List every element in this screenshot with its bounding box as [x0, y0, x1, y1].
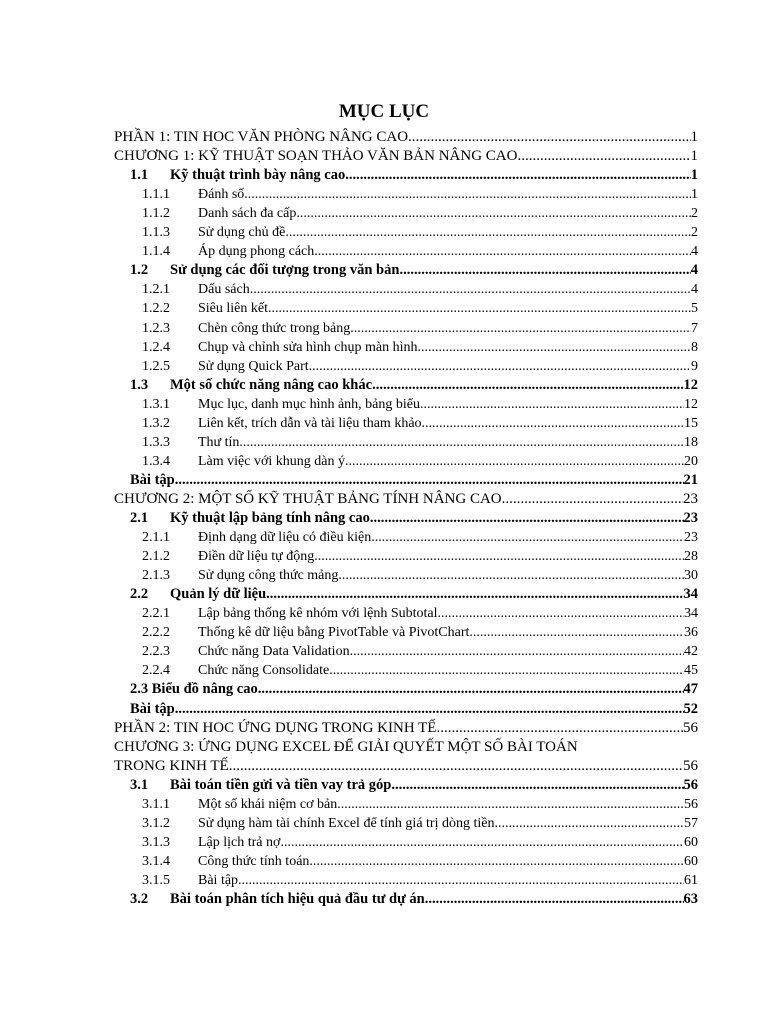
toc-entry-title: Chức năng Consolidate — [198, 663, 330, 679]
toc-entry[interactable] — [114, 814, 698, 833]
toc-leader-dots — [371, 528, 684, 547]
toc-page-number: 9 — [691, 358, 698, 374]
toc-entry-number: 1.2.2 — [142, 301, 170, 317]
toc-leader-dots — [399, 261, 690, 280]
toc-entry-title: Thống kê dữ liệu bằng PivotTable và PivotChart — [198, 625, 470, 641]
toc-entry[interactable] — [114, 642, 698, 661]
toc-entry-title: Đánh số — [198, 187, 245, 203]
toc-entry[interactable] — [114, 890, 698, 909]
toc-entry-number: 2.1.2 — [142, 549, 170, 565]
toc-page-number: 1 — [690, 167, 698, 184]
toc-page-number: 5 — [691, 301, 698, 317]
toc-entry-number: 2.2 — [130, 586, 149, 603]
toc-entry-number: 1.2.1 — [142, 282, 170, 298]
toc-entry-title: Lập bảng thống kê nhóm với lệnh Subtotal — [198, 606, 438, 622]
toc-entry-number: 3.2 — [130, 891, 149, 907]
toc-entry[interactable] — [114, 357, 698, 376]
toc-entry[interactable] — [114, 338, 698, 357]
toc-entry[interactable] — [114, 319, 698, 338]
toc-page-number: 1 — [691, 187, 698, 203]
toc-page-number: 7 — [691, 320, 698, 336]
toc-leader-dots — [285, 223, 691, 242]
toc-entry[interactable] — [114, 833, 698, 852]
toc-leader-dots — [250, 280, 691, 299]
toc-page-number: 47 — [683, 681, 698, 698]
toc-entry[interactable] — [114, 299, 698, 318]
toc-entry-number: 3.1.2 — [142, 815, 170, 831]
toc-entry-title: CHƯƠNG 2: MỘT SỐ KỸ THUẬT BẢNG TÍNH NÂNG CAO — [114, 490, 502, 507]
toc-entry-title: PHẦN 1: TIN HOC VĂN PHÒNG NÂNG CAO — [114, 129, 409, 145]
toc-entry-number: 1.1 — [130, 167, 149, 184]
toc-leader-dots — [436, 719, 683, 738]
toc-entry-number: 1.3.1 — [142, 396, 170, 412]
toc-page-number: 4 — [691, 244, 698, 260]
toc-leader-dots — [175, 471, 684, 490]
toc-entry-title: Làm việc với khung dàn ý — [198, 453, 345, 469]
toc-page-number: 18 — [684, 434, 698, 450]
toc-page-number: 60 — [684, 853, 698, 869]
toc-entry-title: Định dạng dữ liệu có điều kiện — [198, 530, 372, 546]
toc-entry-title: Dấu sách — [198, 282, 250, 298]
toc-entry-title: Mục lục, danh mục hình ảnh, bảng biểu — [198, 396, 421, 412]
toc-page-number: 30 — [684, 568, 698, 584]
toc-entry-number: 2.1.1 — [142, 530, 170, 546]
toc-page-number: 4 — [691, 282, 698, 298]
toc-entry-title: 2.3 Biểu đồ nâng cao — [130, 681, 258, 698]
toc-page-number: 36 — [684, 625, 698, 641]
toc-entry-number: 3.1.3 — [142, 834, 170, 850]
toc-entry[interactable] — [114, 738, 698, 776]
toc-entry-number: 1.2 — [130, 262, 149, 279]
toc-entry[interactable] — [114, 242, 698, 261]
toc-entry-title: Danh sách đa cấp — [198, 206, 297, 222]
toc-leader-dots — [258, 680, 684, 699]
toc-entry-number: 2.2.1 — [142, 606, 170, 622]
toc-entry[interactable] — [114, 680, 698, 699]
toc-leader-dots — [309, 357, 691, 376]
toc-entry-title: Kỹ thuật trình bày nâng cao — [170, 167, 346, 184]
toc-entry-title: Chụp và chỉnh sửa hình chụp màn hình — [198, 339, 418, 355]
toc-entry-title: Sử dụng Quick Part — [198, 358, 309, 374]
toc-leader-dots — [502, 490, 683, 509]
toc-entry-number: 1.3 — [130, 376, 149, 393]
toc-entry[interactable] — [114, 185, 698, 204]
toc-leader-dots — [372, 376, 683, 395]
toc-leader-dots — [469, 623, 684, 642]
toc-leader-dots — [425, 890, 684, 909]
toc-entry[interactable] — [114, 509, 698, 528]
toc-entry-number: 1.1.1 — [142, 187, 170, 203]
toc-leader-dots — [420, 395, 684, 414]
toc-page-number: 56 — [683, 757, 698, 774]
toc-page-number: 61 — [684, 872, 698, 888]
toc-entry-number: 1.1.2 — [142, 206, 170, 222]
toc-entry[interactable] — [114, 719, 698, 738]
toc-entry-number: 3.1.4 — [142, 853, 170, 869]
toc-leader-dots — [408, 128, 690, 147]
toc-page-number: 1 — [690, 129, 698, 145]
toc-title: MỤC LỤC — [338, 101, 430, 122]
toc-entry-number: 1.2.4 — [142, 339, 170, 355]
toc-page-number: 12 — [683, 376, 698, 393]
toc-page-number: 15 — [684, 415, 698, 431]
toc-leader-dots — [329, 661, 684, 680]
toc-entry-number: 2.2.4 — [142, 663, 170, 679]
toc-page-number: 23 — [684, 530, 698, 546]
toc-entry[interactable] — [114, 395, 698, 414]
toc-leader-dots — [337, 795, 684, 814]
toc-entry-title: Bài tập — [130, 700, 175, 717]
toc-entry-number: 1.3.3 — [142, 434, 170, 450]
toc-page-number: 63 — [683, 891, 698, 907]
toc-entry-title: Bài toán phân tích hiệu quả đầu tư dự án — [170, 891, 425, 907]
toc-leader-dots — [229, 757, 683, 776]
toc-entry-title: CHƯƠNG 1: KỸ THUẬT SOẠN THẢO VĂN BẢN NÂNG CAO — [114, 148, 518, 165]
toc-entry[interactable] — [114, 471, 698, 490]
toc-entry[interactable] — [114, 280, 698, 299]
toc-entry[interactable] — [114, 204, 698, 223]
toc-page-number: 34 — [683, 586, 698, 603]
toc-leader-dots — [239, 433, 684, 452]
toc-page-number: 60 — [684, 834, 698, 850]
toc-page-number: 20 — [684, 453, 698, 469]
toc-entry-title: Sử dụng công thức mảng — [198, 568, 339, 584]
toc-entry-number: 1.1.3 — [142, 225, 170, 241]
toc-entry[interactable] — [114, 223, 698, 242]
toc-entry-number: 1.1.4 — [142, 244, 170, 260]
toc-page-number: 52 — [683, 700, 698, 717]
toc-leader-dots — [370, 509, 684, 528]
toc-page-number: 28 — [684, 549, 698, 565]
toc-page-number: 21 — [683, 471, 698, 488]
toc-entry[interactable] — [114, 585, 698, 604]
toc-leader-dots — [517, 147, 690, 166]
toc-entry[interactable] — [114, 166, 698, 185]
toc-leader-dots — [266, 585, 683, 604]
toc-entry[interactable] — [114, 795, 698, 814]
toc-entry-title: Công thức tính toán — [198, 853, 310, 869]
toc-leader-dots — [438, 604, 684, 623]
toc-entry[interactable] — [114, 661, 698, 680]
toc-entry-title: Sử dụng hàm tài chính Excel để tính giá trị dòng tiền — [198, 815, 495, 831]
toc-entry[interactable] — [114, 433, 698, 452]
toc-page-number: 8 — [691, 339, 698, 355]
toc-entry-title: Bài toán tiền gửi và tiền vay trả góp — [170, 776, 392, 793]
toc-entry-title: Một số chức năng nâng cao khác — [170, 376, 373, 393]
toc-entry-title: Sử dụng các đối tượng trong văn bản — [170, 262, 400, 279]
toc-page-number: 34 — [684, 606, 698, 622]
toc-page-number: 4 — [690, 262, 698, 279]
toc-entry[interactable] — [114, 528, 698, 547]
toc-leader-dots — [238, 871, 684, 890]
toc-page-number: 56 — [684, 796, 698, 812]
toc-entry-title: Chức năng Data Validation — [198, 644, 350, 660]
toc-entry-title: Thư tín — [198, 434, 240, 450]
toc-entry-number: 1.2.5 — [142, 358, 170, 374]
toc-page-number: 12 — [684, 396, 698, 412]
toc-entry-title-continued: TRONG KINH TẾ — [114, 757, 229, 774]
toc-page-number: 56 — [683, 719, 698, 736]
toc-entry-number: 3.1.1 — [142, 796, 170, 812]
toc-entry[interactable] — [114, 547, 698, 566]
toc-entry-title: Bài tập — [198, 872, 239, 888]
toc-leader-dots — [350, 319, 691, 338]
toc-leader-dots — [296, 204, 691, 223]
toc-page-number: 1 — [690, 148, 698, 165]
toc-entry[interactable] — [114, 604, 698, 623]
toc-entry-number: 2.2.3 — [142, 644, 170, 660]
toc-entry-number: 2.2.2 — [142, 625, 170, 641]
toc-entry-title: Chèn công thức trong bảng — [198, 320, 351, 336]
toc-entry-title: Bài tập — [130, 471, 175, 488]
toc-leader-dots — [494, 814, 684, 833]
toc-entry-number: 1.2.3 — [142, 320, 170, 336]
toc-leader-dots — [345, 452, 684, 471]
toc-entry[interactable] — [114, 128, 698, 147]
toc-page-number: 2 — [691, 206, 698, 222]
toc-entry[interactable] — [114, 852, 698, 871]
toc-entry-title: Quản lý dữ liệu — [170, 586, 267, 603]
toc-entry-number: 2.1 — [130, 510, 149, 526]
toc-entry[interactable] — [114, 623, 698, 642]
toc-entry[interactable] — [114, 147, 698, 166]
toc-page-number: 45 — [684, 663, 698, 679]
toc-entry-title: Kỹ thuật lập bảng tính nâng cao — [170, 510, 370, 526]
toc-entry[interactable] — [114, 452, 698, 471]
toc-entry-number: 3.1 — [130, 776, 149, 793]
toc-entry[interactable] — [114, 776, 698, 795]
toc-leader-dots — [418, 338, 691, 357]
toc-page-number: 2 — [691, 225, 698, 241]
toc-entry[interactable] — [114, 490, 698, 509]
toc-leader-dots — [314, 547, 684, 566]
toc-entry-title: Lập lịch trả nợ — [198, 834, 281, 850]
toc-entry-number: 1.3.2 — [142, 415, 170, 431]
toc-leader-dots — [268, 299, 691, 318]
toc-entry-title: Một số khái niệm cơ bản — [198, 796, 338, 812]
toc-page-number: 23 — [683, 510, 698, 526]
toc-leader-dots — [314, 242, 691, 261]
toc-entry[interactable] — [114, 700, 698, 719]
toc-leader-dots — [345, 166, 691, 185]
toc-entry-title: PHẦN 2: TIN HOC ỨNG DỤNG TRONG KINH TẾ — [114, 719, 437, 736]
toc-entry-number: 3.1.5 — [142, 872, 170, 888]
toc-entry-title: Liên kết, trích dẫn và tài liệu tham khảo — [198, 415, 422, 431]
toc-leader-dots — [338, 566, 684, 585]
toc-leader-dots — [309, 852, 684, 871]
toc-page-number: 57 — [684, 815, 698, 831]
toc-page-number: 42 — [684, 644, 698, 660]
toc-entry-title: Sử dụng chủ đề — [198, 225, 286, 241]
toc-entry-title: Áp dụng phong cách — [198, 244, 315, 260]
toc-page-number: 23 — [683, 490, 698, 507]
toc-entry[interactable] — [114, 566, 698, 585]
toc-leader-dots — [350, 642, 684, 661]
toc-leader-dots — [422, 414, 684, 433]
toc-entry[interactable] — [114, 871, 698, 890]
toc-entry[interactable] — [114, 376, 698, 395]
toc-entry-number: 2.1.3 — [142, 568, 170, 584]
toc-entry[interactable] — [114, 414, 698, 433]
toc-entry[interactable] — [114, 261, 698, 280]
toc-leader-dots — [280, 833, 684, 852]
toc-leader-dots — [244, 185, 691, 204]
toc-entry-title: Điền dữ liệu tự động — [198, 549, 315, 565]
toc-leader-dots — [391, 776, 683, 795]
toc-entry-title: CHƯƠNG 3: ỨNG DỤNG EXCEL ĐỂ GIẢI QUYẾT MỘT SỐ BÀI TOÁN — [114, 738, 578, 755]
toc-page-number: 56 — [683, 776, 698, 793]
toc-entry-title: Siêu liên kết — [198, 301, 268, 317]
toc-leader-dots — [175, 700, 684, 719]
toc-entry-number: 1.3.4 — [142, 453, 170, 469]
